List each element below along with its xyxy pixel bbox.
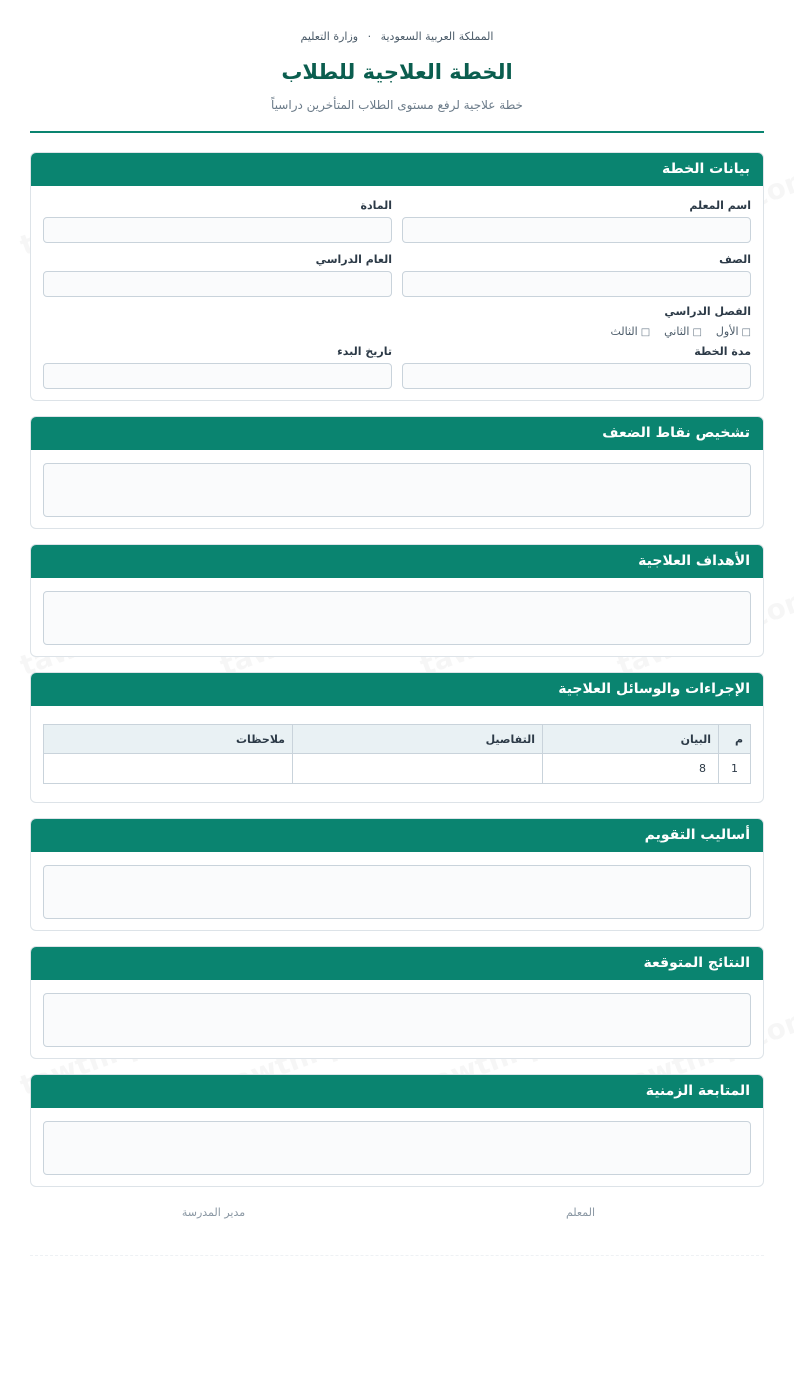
country-name: المملكة العربية السعودية xyxy=(380,30,494,43)
table-cell-notes[interactable] xyxy=(44,754,293,784)
header-separator: · xyxy=(367,30,372,43)
document-header xyxy=(30,0,764,133)
semester-option-label: الثاني xyxy=(664,325,690,338)
semester-options xyxy=(43,325,751,339)
section-heading: الإجراءات والوسائل العلاجية xyxy=(31,673,763,706)
checkbox-icon: □ xyxy=(741,327,751,338)
page-subtitle: خطة علاجية لرفع مستوى الطلاب المتأخرين دراسياً xyxy=(271,98,523,112)
section-heading: الأهداف العلاجية xyxy=(31,545,763,578)
table-cell-item[interactable]: 8 xyxy=(543,754,719,784)
academic-year-input[interactable] xyxy=(43,271,392,297)
subject-input[interactable] xyxy=(43,217,392,243)
expected-results-section xyxy=(30,946,764,1059)
procedures-section xyxy=(30,672,764,803)
grade-label: الصف xyxy=(719,253,751,266)
checkbox-icon: □ xyxy=(640,327,651,338)
column-header-details: التفاصيل xyxy=(293,725,543,754)
therapeutic-goals-textarea[interactable] xyxy=(43,591,751,645)
weakness-diagnosis-section xyxy=(30,416,764,529)
evaluation-methods-textarea[interactable] xyxy=(43,865,751,919)
procedures-table xyxy=(43,724,751,784)
principal-signature: مدير المدرسة xyxy=(181,1206,246,1219)
section-heading: بيانات الخطة xyxy=(31,153,763,186)
teacher-name-label: اسم المعلم xyxy=(689,199,751,212)
grade-input[interactable] xyxy=(402,271,751,297)
teacher-signature: المعلم xyxy=(565,1206,596,1219)
table-cell-number: 1 xyxy=(719,754,751,784)
page-title: الخطة العلاجية للطلاب xyxy=(281,60,513,84)
semester-option-label: الأول xyxy=(715,325,739,338)
column-header-item: البيان xyxy=(543,725,719,754)
timeline-follow-up-section xyxy=(30,1074,764,1187)
header-divider xyxy=(30,131,764,133)
teacher-name-input[interactable] xyxy=(402,217,751,243)
expected-results-textarea[interactable] xyxy=(43,993,751,1047)
semester-option-first[interactable] xyxy=(716,325,751,339)
checkbox-icon: □ xyxy=(692,327,702,338)
semester-option-second[interactable] xyxy=(664,325,702,339)
footer-divider xyxy=(30,1255,764,1256)
semester-option-label: الثالث xyxy=(610,325,638,338)
column-header-number: م xyxy=(719,725,751,754)
signatures xyxy=(30,1206,764,1222)
semester-label: الفصل الدراسي xyxy=(664,305,751,318)
semester-option-third[interactable] xyxy=(610,325,650,339)
plan-data-section xyxy=(30,152,764,401)
section-heading: تشخيص نقاط الضعف xyxy=(31,417,763,450)
plan-duration-input[interactable] xyxy=(402,363,751,389)
start-date-input[interactable] xyxy=(43,363,392,389)
subject-label: المادة xyxy=(360,199,392,212)
header-top-line xyxy=(30,30,764,46)
section-heading: أساليب التقويم xyxy=(31,819,763,852)
timeline-follow-up-textarea[interactable] xyxy=(43,1121,751,1175)
academic-year-label: العام الدراسي xyxy=(315,253,392,266)
weakness-diagnosis-textarea[interactable] xyxy=(43,463,751,517)
ministry-name: وزارة التعليم xyxy=(300,30,359,43)
table-header-row xyxy=(44,725,751,754)
table-row xyxy=(44,754,751,784)
start-date-label: تاريخ البدء xyxy=(337,345,392,358)
table-cell-details[interactable] xyxy=(293,754,543,784)
section-heading: المتابعة الزمنية xyxy=(31,1075,763,1108)
evaluation-methods-section xyxy=(30,818,764,931)
column-header-notes: ملاحظات xyxy=(44,725,293,754)
plan-duration-label: مدة الخطة xyxy=(694,345,751,358)
therapeutic-goals-section xyxy=(30,544,764,657)
section-heading: النتائج المتوقعة xyxy=(31,947,763,980)
